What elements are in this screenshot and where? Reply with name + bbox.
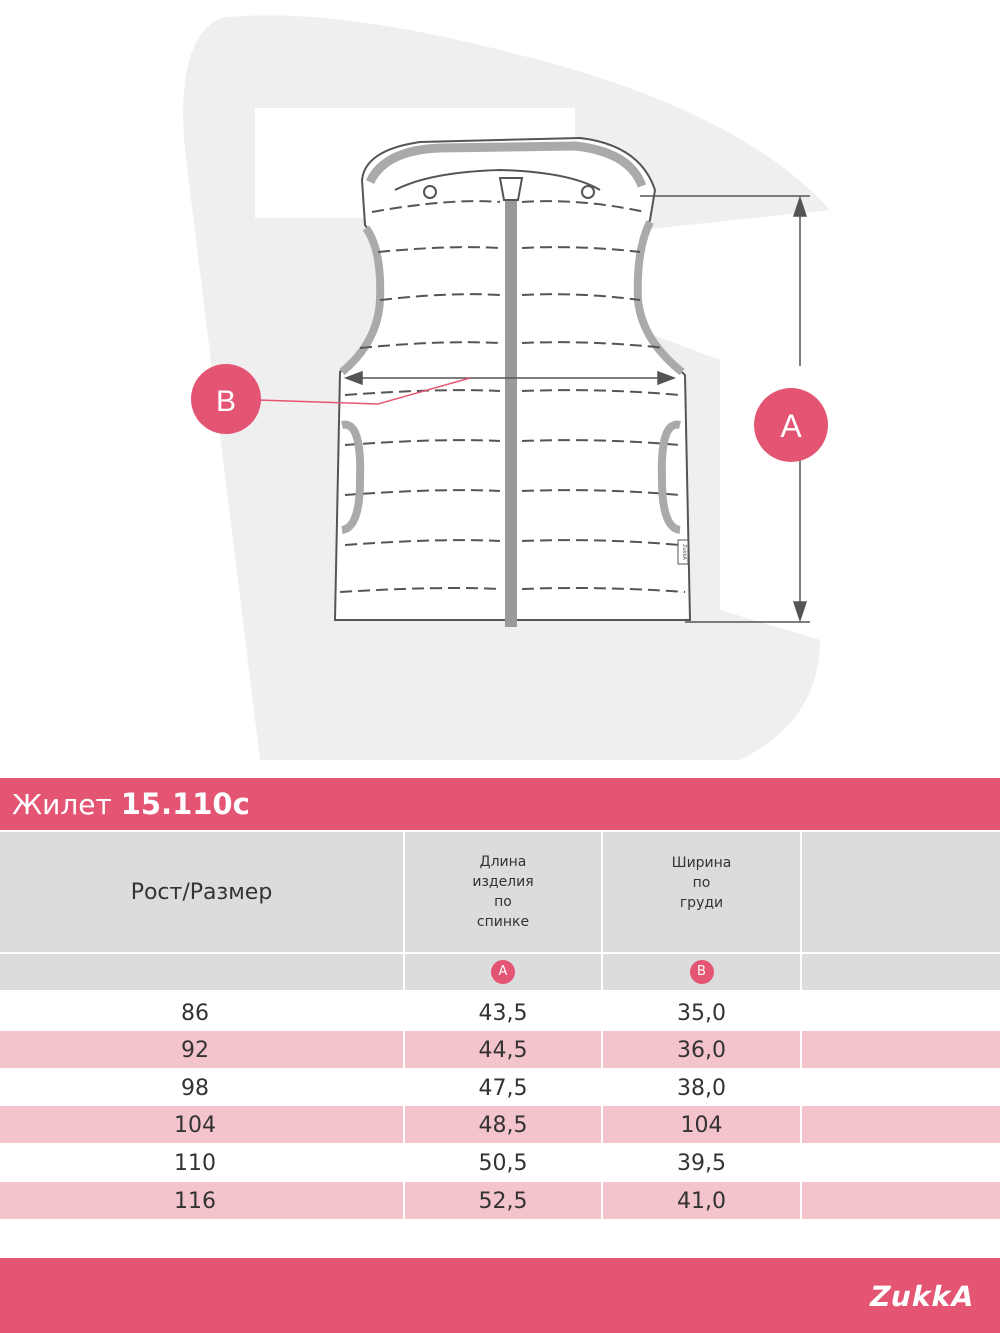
cell-length: 48,5 [478, 1113, 528, 1138]
badge-b-small: B [690, 960, 714, 984]
cell-size: 104 [174, 1113, 216, 1138]
cell-chest: 35,0 [677, 1001, 726, 1026]
cell-chest: 36,0 [677, 1038, 726, 1063]
brand-logo [866, 1280, 978, 1313]
header-length-line: по [494, 894, 512, 910]
zipper-pull [500, 178, 522, 200]
cell-size: 110 [174, 1151, 216, 1176]
cell-size: 98 [181, 1076, 209, 1101]
header-length-line: изделия [472, 874, 534, 890]
header-chest-line: по [692, 875, 711, 891]
table-row [0, 1069, 1000, 1106]
badge-a-small: A [491, 960, 515, 984]
header-length-line: спинке [476, 914, 530, 930]
table-row [0, 1144, 1000, 1181]
cell-chest: 41,0 [677, 1189, 726, 1214]
cell-length: 52,5 [478, 1189, 528, 1214]
zipper [505, 195, 517, 627]
footer-bar [0, 1258, 1000, 1333]
model-number: 15.110с [120, 787, 250, 821]
cell-size: 116 [174, 1189, 216, 1214]
table-row [0, 994, 1000, 1031]
size-table-header [0, 832, 1000, 990]
cell-chest: 39,5 [677, 1151, 726, 1176]
cell-size: 86 [181, 1001, 209, 1026]
table-row [0, 1106, 1000, 1143]
header-size: Рост/Размер [130, 879, 273, 905]
vest-tag-text: ZukkA [681, 544, 687, 560]
cell-chest: 104 [680, 1113, 723, 1138]
title-bar [0, 778, 1000, 830]
cell-length: 44,5 [478, 1038, 528, 1063]
badge-b-label: B [215, 385, 237, 418]
cell-length: 47,5 [478, 1076, 528, 1101]
cell-size: 92 [181, 1038, 209, 1063]
product-title [12, 788, 250, 821]
header-length-badge-cell [405, 954, 601, 990]
header-chest-line: Ширина [671, 855, 732, 871]
cell-length: 50,5 [478, 1151, 528, 1176]
header-chest-badge-cell [603, 954, 800, 990]
cell-chest: 38,0 [677, 1076, 726, 1101]
title-prefix: Жилет [12, 788, 112, 821]
header-length [405, 832, 601, 952]
header-length-line: Длина [479, 854, 527, 870]
table-row [0, 1031, 1000, 1068]
header-chest-line: груди [679, 895, 724, 911]
header-chest [603, 832, 800, 952]
table-row [0, 1182, 1000, 1219]
badge-a-label: A [780, 408, 802, 444]
brand-logo-text: ZukkA [866, 1280, 978, 1313]
cell-length: 43,5 [478, 1001, 528, 1026]
